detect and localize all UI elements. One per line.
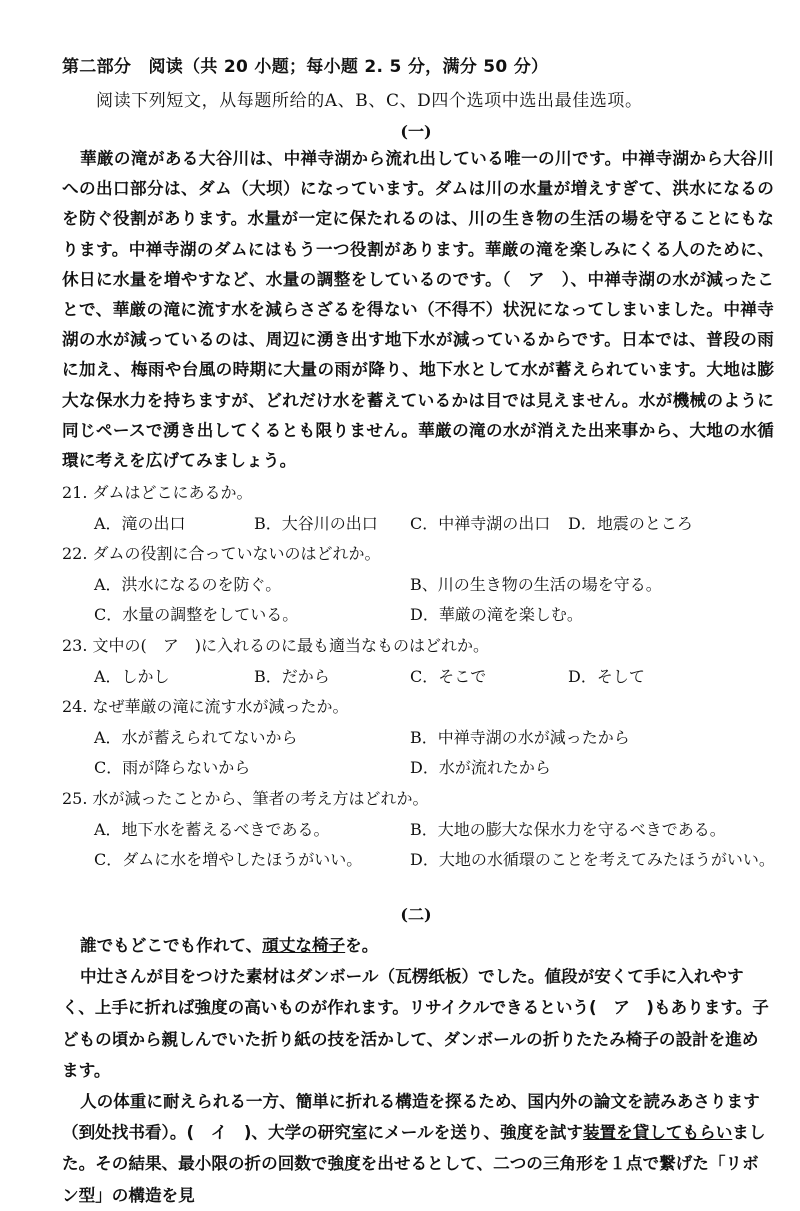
option-b[interactable]: B．だから bbox=[254, 666, 330, 686]
question-text: ダムの役割に合っていないのはどれか。 bbox=[92, 544, 381, 564]
options-row bbox=[62, 662, 782, 693]
option-d[interactable]: D．大地の水循環のことを考えてみたほうがいい。 bbox=[410, 850, 775, 870]
passage-2-lead bbox=[62, 930, 774, 961]
question-text: ダムはどこにあるか。 bbox=[92, 483, 253, 502]
question-number: 24. bbox=[62, 697, 88, 717]
option-b[interactable]: B．中禅寺湖の水が減ったから bbox=[410, 727, 630, 747]
lead-underlined: 頑丈な椅子 bbox=[262, 936, 346, 955]
lead-text-pre: 誰でもどこでも作れて、 bbox=[80, 936, 263, 955]
question-number: 22. bbox=[62, 544, 88, 564]
question-number: 23. bbox=[62, 635, 88, 655]
instruction-text: 阅读下列短文，从每题所给的A、B、C、D四个选项中选出最佳选项。 bbox=[96, 91, 643, 111]
section-2-title: (二) bbox=[400, 905, 432, 924]
option-b[interactable]: B．大谷川の出口 bbox=[254, 513, 378, 533]
question-text: 文中の( ア )に入れるのに最も適当なものはどれか。 bbox=[92, 635, 490, 655]
option-d[interactable]: D．水が流れたから bbox=[410, 758, 551, 778]
passage-1 bbox=[62, 144, 774, 476]
options-row bbox=[62, 509, 782, 540]
option-a[interactable]: A．水が蓄えられてないから bbox=[94, 727, 298, 747]
option-a[interactable]: A．しかし bbox=[94, 666, 170, 686]
question-25 bbox=[62, 784, 782, 815]
options-row bbox=[62, 815, 782, 846]
option-b[interactable]: B、川の生き物の生活の場を守る。 bbox=[410, 574, 662, 594]
option-c[interactable]: C．ダムに水を増やしたほうがいい。 bbox=[94, 850, 363, 870]
option-d[interactable]: D．地震のところ bbox=[568, 513, 693, 533]
question-text: 水が減ったことから、筆者の考え方はどれか。 bbox=[92, 788, 429, 808]
option-b[interactable]: B．大地の膨大な保水力を守るべきである。 bbox=[410, 819, 726, 839]
passage-2 bbox=[62, 930, 774, 1211]
question-21 bbox=[62, 478, 782, 509]
passage-2-para-1: 中辻さんが目をつけた素材はダンボール（瓦楞纸板）でした。値段が安くて手に入れやすく、上手に折れば強度の高いものが作れます。リサイクルできるという( ア )もあります。子どもの頃から親しんでいた折り紙の技を活かして、ダンボールの折りたたみ椅子の設計を進めます。 bbox=[62, 967, 769, 1080]
question-text: なぜ華厳の滝に流す水が減ったか。 bbox=[92, 697, 349, 717]
lead-text-post: を。 bbox=[345, 936, 379, 955]
option-a[interactable]: A．滝の出口 bbox=[94, 513, 186, 533]
options-row bbox=[62, 600, 782, 631]
options-row bbox=[62, 753, 782, 784]
question-number: 21. bbox=[62, 483, 88, 502]
para-2-pre: 人の体重に耐えられる一方、簡単に折れる構造を探るため、国内外の論文を読みあさります（到处找书看）。( イ )、大学の研究室にメールを送り、強度を試す bbox=[62, 1092, 760, 1143]
options-row bbox=[62, 723, 782, 754]
question-list bbox=[62, 478, 782, 876]
option-c[interactable]: C．そこで bbox=[410, 666, 487, 686]
passage-1-text: 華厳の滝がある大谷川は、中禅寺湖から流れ出している唯一の川です。中禅寺湖から大谷川への出口部分は、ダム（大坝）になっています。ダムは川の水量が増えすぎて、洪水になるのを防ぐ役割があります。水量が一定に保たれるのは、川の生き物の生活の場を守ることにもなります。中禅寺湖のダムにはもう一つ役割があります。華厳の滝を楽しみにくる人のために、休日に水量を増やすなど、水量の調整をしているのです。（ ア ）、中禅寺湖の水が減ったことで、華厳の滝に流す水を減らさざるを得ない（不得不）状況になってしまいました。中禅寺湖の水が減っているのは、周辺に湧き出す地下水が減っているからです。日本では、普段の雨に加え、梅雨や台風の時期に大量の雨が降り、地下水として水が蓄えられています。大地は膨大な保水力を持ちますが、どれだけ水を蓄えているかは目では見えません。水が機械のように同じペースで湧き出してくるとも限りません。華厳の滝の水が消えた出来事から、大地の水循環に考えを広げてみましょう。 bbox=[62, 149, 774, 471]
option-c[interactable]: C．水量の調整をしている。 bbox=[94, 605, 299, 625]
options-row bbox=[62, 570, 782, 601]
option-d[interactable]: D．華厳の滝を楽しむ。 bbox=[410, 605, 583, 625]
section-1-title: (一) bbox=[400, 122, 432, 141]
question-number: 25. bbox=[62, 788, 88, 808]
para-2-underlined: 装置を貸してもらい bbox=[582, 1123, 733, 1143]
option-a[interactable]: A．洪水になるのを防ぐ。 bbox=[94, 574, 282, 594]
options-row bbox=[62, 845, 782, 876]
question-24 bbox=[62, 692, 782, 723]
part-heading: 第二部分 阅读（共 20 小题；每小题 2. 5 分，满分 50 分） bbox=[62, 57, 549, 77]
question-22 bbox=[62, 539, 782, 570]
option-d[interactable]: D．そして bbox=[568, 666, 645, 686]
question-23 bbox=[62, 631, 782, 662]
passage-2-para-2 bbox=[62, 1086, 774, 1211]
para-2-post: ました。その結果、最小限の折の回数で強度を出せるとして、二つの三角形を１点で繋げた「リボン型」の構造を見 bbox=[62, 1123, 766, 1205]
option-c[interactable]: C．中禅寺湖の出口 bbox=[410, 513, 551, 533]
option-a[interactable]: A．地下水を蓄えるべきである。 bbox=[94, 819, 330, 839]
option-c[interactable]: C．雨が降らないから bbox=[94, 758, 251, 778]
